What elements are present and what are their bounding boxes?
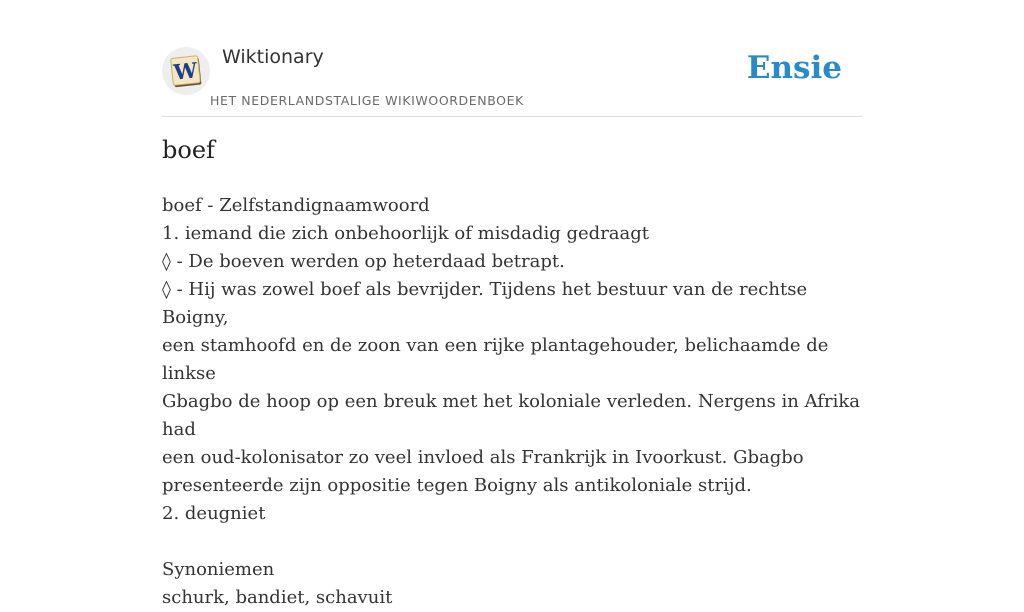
entry-heading: boef - Zelfstandignaamwoord <box>162 195 430 216</box>
section-spacer <box>162 528 862 556</box>
synonyms-heading: Synoniemen <box>162 559 275 580</box>
wiktionary-logo-icon[interactable] <box>162 47 210 95</box>
entry-content <box>162 192 862 612</box>
example-2-line-4: een oud-kolonisator zo veel invloed als Frankrijk in Ivoorkust. Gbagbo <box>162 447 804 468</box>
site-header <box>162 40 862 117</box>
wiktionary-tile-graphic <box>167 52 205 90</box>
entry-title: boef <box>162 136 215 164</box>
example-2-line-5: presenteerde zijn oppositie tegen Boigny als antikoloniale strijd. <box>162 475 752 496</box>
example-1: ◊ - De boeven werden op heterdaad betrapt. <box>162 251 565 272</box>
definition-1: 1. iemand die zich onbehoorlijk of misdadig gedraagt <box>162 223 650 244</box>
source-name[interactable]: Wiktionary <box>222 46 324 68</box>
source-subtitle: HET NEDERLANDSTALIGE WIKIWOORDENBOEK <box>210 93 524 108</box>
example-2-line-3: Gbagbo de hoop op een breuk met het koloniale verleden. Nergens in Afrika had <box>162 391 860 440</box>
example-2-line-2: een stamhoofd en de zoon van een rijke plantagehouder, belichaamde de linkse <box>162 335 829 384</box>
example-2-line-1: ◊ - Hij was zowel boef als bevrijder. Tijdens het bestuur van de rechtse Boigny, <box>162 279 808 328</box>
synonyms-list: schurk, bandiet, schavuit <box>162 587 393 608</box>
logo-letter: W <box>172 57 199 85</box>
definition-2: 2. deugniet <box>162 503 266 524</box>
brand-logo-link[interactable]: Ensie <box>746 50 842 86</box>
